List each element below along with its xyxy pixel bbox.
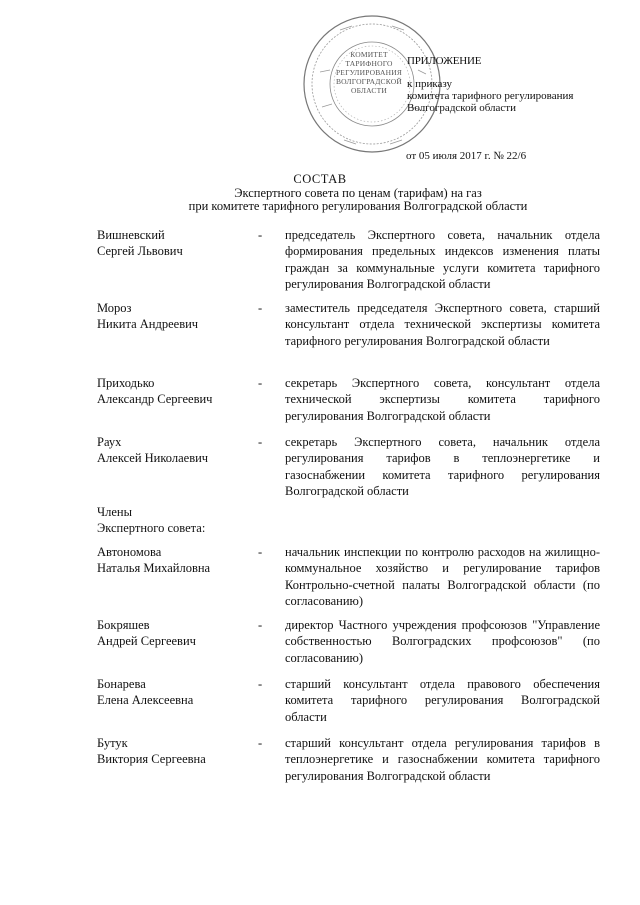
separator-dash: - xyxy=(258,301,263,315)
member-name xyxy=(97,676,257,708)
member-surname: Вишневский xyxy=(97,228,165,242)
member-name xyxy=(97,300,257,332)
separator-dash: - xyxy=(258,376,263,390)
member-given-name: Наталья Михайловна xyxy=(97,561,211,575)
separator-dash: - xyxy=(258,736,263,750)
separator-dash: - xyxy=(258,677,263,691)
member-role: старший консультант отдела правового обеспечения комитета тарифного регулирования Волгоградской области xyxy=(285,677,600,724)
separator-dash: - xyxy=(258,228,263,242)
member-role: старший консультант отдела регулирования тарифов в теплоэнергетике и газоснабжении комитета тарифного регулирования Волгоградской области xyxy=(285,736,600,783)
order-date: от 05 июля 2017 г. № 22/6 xyxy=(406,150,527,162)
stamp-line: ВОЛГОГРАДСКОЙ xyxy=(335,77,403,86)
member-name xyxy=(97,735,257,767)
member-role: директор Частного учреждения профсоюзов "Управление собственностью Волгоградских профсоюзов" (по согласованию) xyxy=(285,618,600,665)
member-surname: Бутук xyxy=(97,736,128,750)
order-line: Волгоградской области xyxy=(407,102,516,114)
member-name xyxy=(97,375,257,407)
member-name xyxy=(97,227,257,259)
member-role: секретарь Экспертного совета, начальник отдела регулирования тарифов в теплоэнергетике и газоснабжении комитета тарифного регулирования Волгоградской области xyxy=(285,435,600,499)
stamp-line: ТАРИФНОГО xyxy=(345,59,393,68)
stamp-text xyxy=(330,50,408,95)
stamp-line: КОМИТЕТ xyxy=(350,50,388,59)
separator-dash: - xyxy=(258,545,263,559)
order-line: комитета тарифного регулирования xyxy=(407,90,574,102)
members-section-heading xyxy=(97,504,205,536)
section-line: Члены xyxy=(97,505,132,519)
member-role: заместитель председателя Экспертного совета, старший консультант отдела технической экспертизы комитета тарифного регулирования Волгоградской области xyxy=(285,301,600,348)
member-surname: Бокряшев xyxy=(97,618,150,632)
document-subtitle: Экспертного совета по ценам (тарифам) на газ xyxy=(234,186,482,200)
appendix-label: ПРИЛОЖЕНИЕ xyxy=(407,55,482,67)
document-title: СОСТАВ xyxy=(293,172,347,186)
member-name xyxy=(97,617,257,649)
member-given-name: Андрей Сергеевич xyxy=(97,634,196,648)
order-reference xyxy=(407,78,607,114)
stamp-line: РЕГУЛИРОВАНИЯ xyxy=(335,68,403,77)
member-surname: Бонарева xyxy=(97,677,146,691)
order-line: к приказу xyxy=(407,78,453,90)
member-role: секретарь Экспертного совета, консультант отдела технической экспертизы комитета тарифного регулирования Волгоградской области xyxy=(285,376,600,423)
member-name xyxy=(97,544,257,576)
stamp-line: ОБЛАСТИ xyxy=(350,86,388,95)
member-surname: Раух xyxy=(97,435,122,449)
member-surname: Автономова xyxy=(97,545,162,559)
member-given-name: Никита Андреевич xyxy=(97,317,199,331)
member-surname: Мороз xyxy=(97,301,132,315)
member-surname: Приходько xyxy=(97,376,155,390)
separator-dash: - xyxy=(258,435,263,449)
member-role: начальник инспекции по контролю расходов на жилищно-коммунальное хозяйство и регулирование тарифов Контрольно-счетной палаты Волгоградской области (по согласованию) xyxy=(285,545,600,609)
member-role: председатель Экспертного совета, начальник отдела формирования предельных индексов изменения платы граждан за коммунальные услуги комитета тарифного регулирования Волгоградской области xyxy=(285,228,600,292)
member-given-name: Елена Алексеевна xyxy=(97,693,194,707)
section-line: Экспертного совета: xyxy=(97,521,206,535)
member-given-name: Виктория Сергеевна xyxy=(97,752,206,766)
document-subtitle: при комитете тарифного регулирования Волгоградской области xyxy=(188,199,528,213)
member-given-name: Сергей Львович xyxy=(97,244,183,258)
member-name xyxy=(97,434,257,466)
separator-dash: - xyxy=(258,618,263,632)
member-given-name: Алексей Николаевич xyxy=(97,451,209,465)
member-given-name: Александр Сергеевич xyxy=(97,392,213,406)
